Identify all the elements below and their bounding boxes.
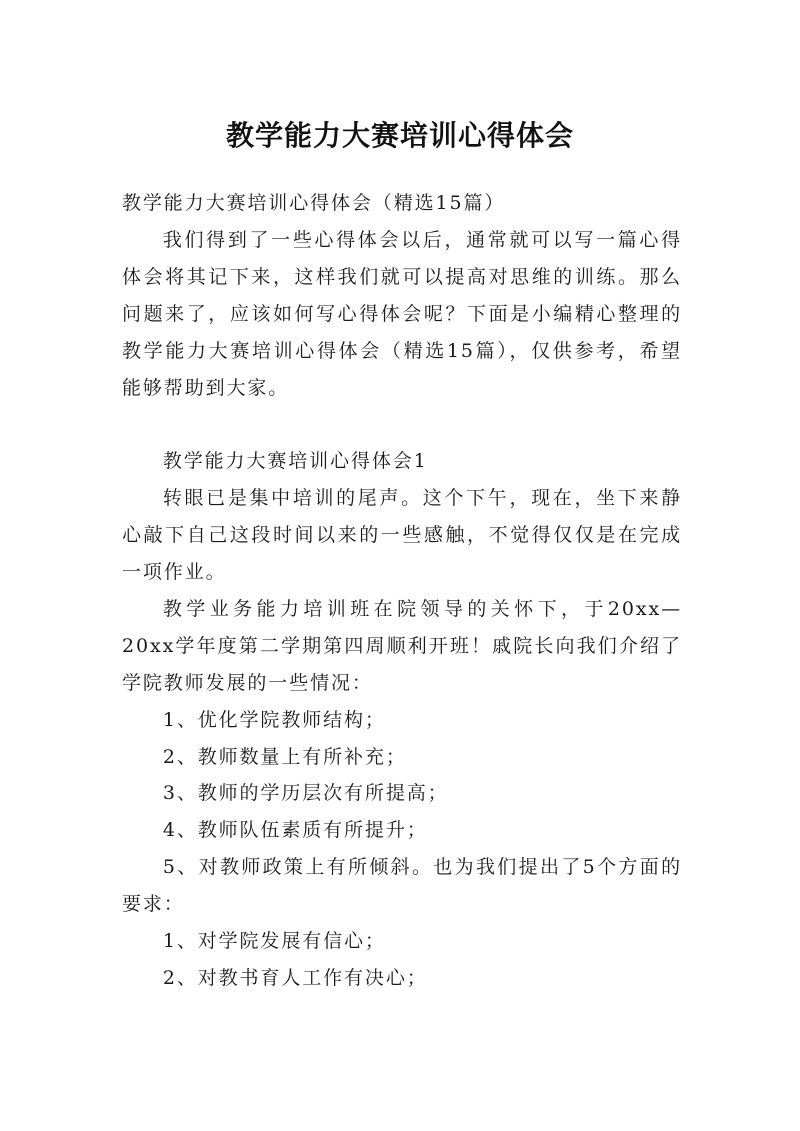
document-title: 教学能力大赛培训心得体会 xyxy=(225,118,574,152)
list-item: 1、对学院发展有信心； xyxy=(162,930,386,953)
document-body xyxy=(122,185,682,997)
list-item: 5、对教师政策上有所倾斜。也为我们提出了5个方面的要求： xyxy=(122,856,682,916)
document-subtitle: 教学能力大赛培训心得体会（精选15篇） xyxy=(122,192,506,214)
list-item: 2、教师数量上有所补充； xyxy=(162,745,407,768)
section-heading: 教学能力大赛培训心得体会1 xyxy=(162,450,428,473)
list-item: 3、教师的学历层次有所提高； xyxy=(162,782,449,805)
list-item: 1、优化学院教师结构； xyxy=(162,708,386,731)
body-paragraph: 转眼已是集中培训的尾声。这个下午，现在，坐下来静心敲下自己这段时间以来的一些感触，不觉得仅仅是在完成一项作业。 xyxy=(122,487,682,584)
list-item: 4、教师队伍素质有所提升； xyxy=(162,819,428,842)
body-paragraph: 教学业务能力培训班在院领导的关怀下，于20xx—20xx学年度第二学期第四周顺利开班！戚院长向我们介绍了学院教师发展的一些情况： xyxy=(122,597,682,694)
paragraph-gap xyxy=(122,406,682,443)
list-item: 2、对教书育人工作有决心； xyxy=(162,967,428,990)
intro-paragraph: 我们得到了一些心得体会以后，通常就可以写一篇心得体会将其记下来，这样我们就可以提高对思维的训练。那么问题来了，应该如何写心得体会呢？下面是小编精心整理的教学能力大赛培训心得体会（精选15篇），仅供参考，希望能够帮助到大家。 xyxy=(122,228,682,399)
